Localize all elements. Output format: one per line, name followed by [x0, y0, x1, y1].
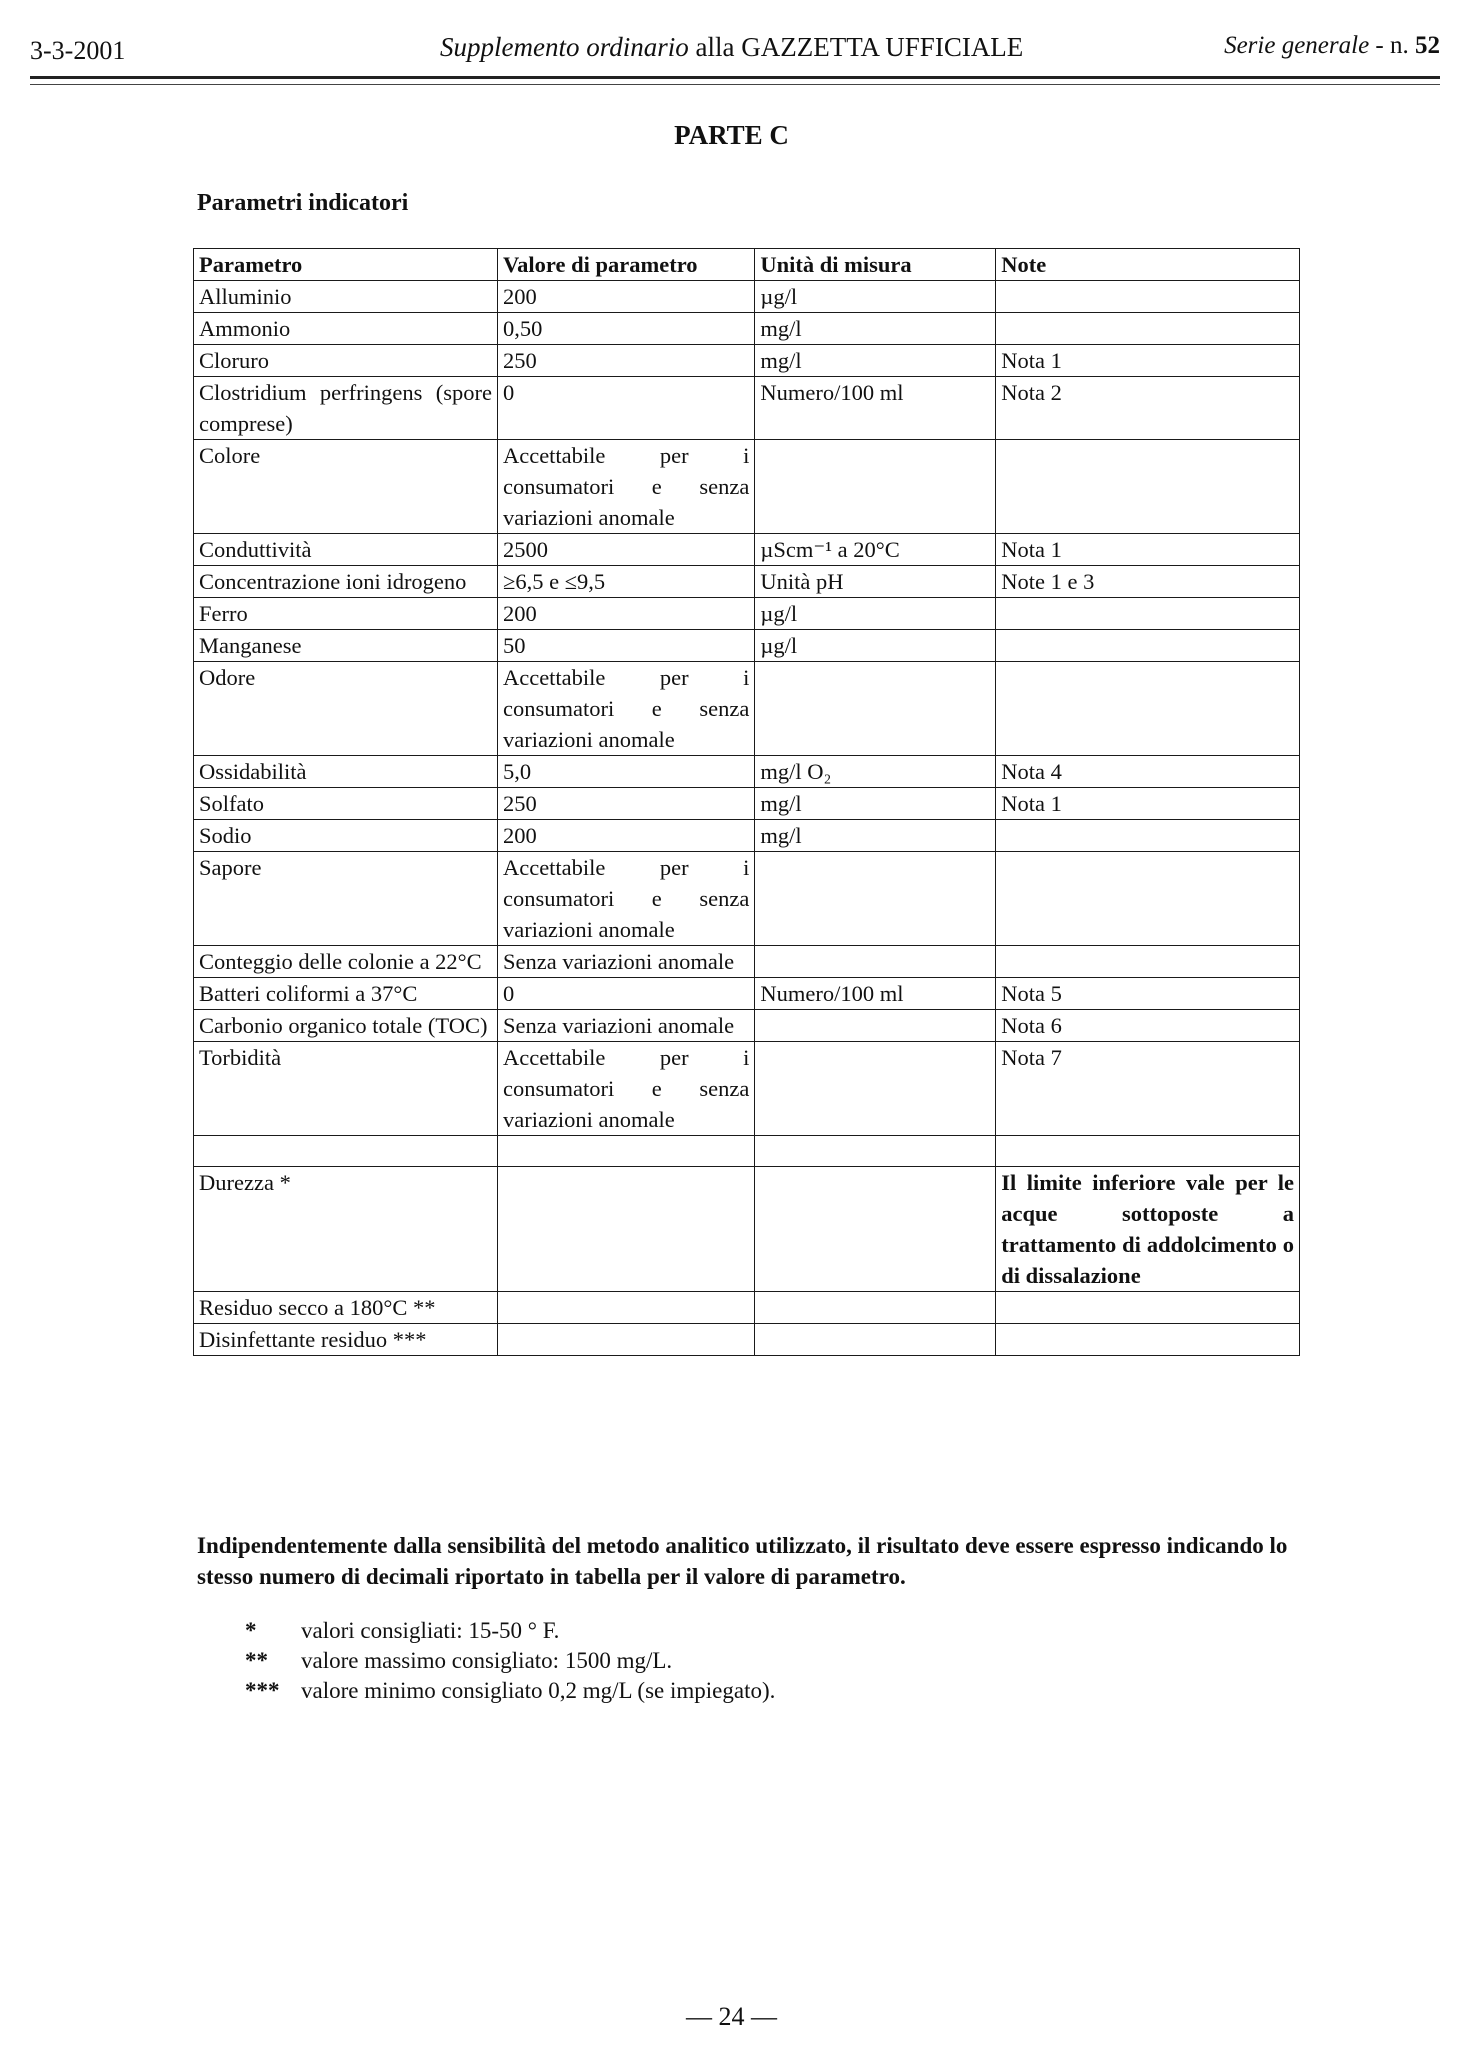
table-cell-valore: ≥6,5 e ≤9,5 — [497, 566, 754, 598]
table-cell-note — [996, 1324, 1300, 1356]
table-cell-unita — [755, 1010, 996, 1042]
header-title-italic: Supplemento ordinario — [440, 32, 689, 62]
table-cell-unita — [755, 1167, 996, 1292]
table-row — [194, 377, 1300, 440]
table-row — [194, 852, 1300, 946]
table-row — [194, 598, 1300, 630]
table-cell-valore — [497, 1136, 754, 1167]
table-row — [194, 946, 1300, 978]
table-cell-valore: 5,0 — [497, 756, 754, 788]
page-header — [30, 30, 1440, 70]
table-row — [194, 281, 1300, 313]
table-cell-note: Nota 7 — [996, 1042, 1300, 1136]
table-header-row — [194, 249, 1300, 281]
table-cell-note — [996, 630, 1300, 662]
table-row — [194, 1042, 1300, 1136]
table-cell-parametro: Conteggio delle colonie a 22°C — [194, 946, 498, 978]
header-series-italic: Serie generale — [1224, 32, 1370, 59]
table-cell-unita — [755, 1136, 996, 1167]
table-row — [194, 820, 1300, 852]
table-cell-valore: 200 — [497, 820, 754, 852]
header-cell-unita: Unità di misura — [755, 249, 996, 281]
footnote-text: valori consigliati: 15-50 ° F. — [301, 1618, 560, 1643]
table-cell-valore: 200 — [497, 598, 754, 630]
table-cell-note — [996, 820, 1300, 852]
table-row — [194, 756, 1300, 788]
table-cell-unita: µg/l — [755, 598, 996, 630]
table-row — [194, 1292, 1300, 1324]
table-body — [194, 281, 1300, 1356]
table-cell-parametro: Sapore — [194, 852, 498, 946]
table-cell-parametro: Solfato — [194, 788, 498, 820]
table-cell-note: Nota 1 — [996, 345, 1300, 377]
table-cell-parametro: Ossidabilità — [194, 756, 498, 788]
table-cell-parametro: Carbonio organico totale (TOC) — [194, 1010, 498, 1042]
table-cell-unita — [755, 946, 996, 978]
header-series-number: 52 — [1415, 32, 1440, 59]
section-title: PARTE C — [674, 120, 789, 150]
table-cell-unita: µg/l — [755, 630, 996, 662]
header-date: 3-3-2001 — [30, 36, 126, 65]
table-cell-note: Nota 1 — [996, 788, 1300, 820]
table-cell-parametro: Clostridium perfringens (spore comprese) — [194, 377, 498, 440]
table-cell-parametro: Manganese — [194, 630, 498, 662]
table-cell-valore: 200 — [497, 281, 754, 313]
table-cell-parametro: Odore — [194, 662, 498, 756]
table-cell-valore: Senza variazioni anomale — [497, 946, 754, 978]
table-cell-parametro: Durezza * — [194, 1167, 498, 1292]
footnote-mark: * — [245, 1618, 257, 1643]
table-cell-parametro: Residuo secco a 180°C ** — [194, 1292, 498, 1324]
table-cell-parametro: Concentrazione ioni idrogeno — [194, 566, 498, 598]
decimal-note-paragraph: Indipendentemente dalla sensibilità del metodo analitico utilizzato, il risultato deve essere espresso indicando lo stesso numero di decimali riportato in tabella per il valore di parametro. — [197, 1533, 1288, 1589]
table-cell-parametro: Conduttività — [194, 534, 498, 566]
table-cell-note — [996, 440, 1300, 534]
table-cell-valore: 50 — [497, 630, 754, 662]
table-row — [194, 440, 1300, 534]
footnote — [245, 1646, 775, 1676]
table-subtitle: Parametri indicatori — [197, 190, 409, 216]
table-cell-unita: Numero/100 ml — [755, 377, 996, 440]
table-cell-parametro: Colore — [194, 440, 498, 534]
table-cell-parametro: Ammonio — [194, 313, 498, 345]
table-cell-parametro — [194, 1136, 498, 1167]
table-cell-note — [996, 946, 1300, 978]
table-cell-valore: Accettabile per i consumatori e senza variazioni anomale — [497, 662, 754, 756]
table-row — [194, 1136, 1300, 1167]
table-cell-note — [996, 1136, 1300, 1167]
table-cell-valore: 0 — [497, 978, 754, 1010]
footnote — [245, 1616, 775, 1646]
table-cell-note — [996, 598, 1300, 630]
header-title-mid: alla — [688, 32, 742, 62]
table-cell-valore — [497, 1324, 754, 1356]
table-cell-note — [996, 313, 1300, 345]
table-cell-valore: 250 — [497, 345, 754, 377]
table-row — [194, 1010, 1300, 1042]
footnote-text: valore massimo consigliato: 1500 mg/L. — [301, 1648, 673, 1673]
table-cell-unita: mg/l — [755, 345, 996, 377]
table-cell-parametro: Alluminio — [194, 281, 498, 313]
table-cell-note — [996, 852, 1300, 946]
table-row — [194, 1167, 1300, 1292]
table-cell-unita: µg/l — [755, 281, 996, 313]
table-row — [194, 630, 1300, 662]
table-cell-unita: mg/l O₂ — [755, 756, 996, 788]
table-cell-note — [996, 662, 1300, 756]
header-cell-valore: Valore di parametro — [497, 249, 754, 281]
table-cell-unita — [755, 1292, 996, 1324]
header-series-mid: - n. — [1369, 32, 1415, 59]
table-cell-unita: Unità pH — [755, 566, 996, 598]
footnote-mark: ** — [245, 1648, 268, 1673]
table-cell-unita: mg/l — [755, 820, 996, 852]
header-cell-parametro: Parametro — [194, 249, 498, 281]
table-cell-unita: mg/l — [755, 788, 996, 820]
table-cell-unita — [755, 852, 996, 946]
table-cell-note: Il limite inferiore vale per le acque sottoposte a trattamento di addolcimento o di dissalazione — [996, 1167, 1300, 1292]
table-cell-valore: 250 — [497, 788, 754, 820]
table-cell-unita: mg/l — [755, 313, 996, 345]
table-row — [194, 1324, 1300, 1356]
table-cell-valore — [497, 1292, 754, 1324]
footnote-text: valore minimo consigliato 0,2 mg/L (se impiegato). — [301, 1678, 776, 1703]
table-row — [194, 313, 1300, 345]
table-row — [194, 662, 1300, 756]
table-row — [194, 534, 1300, 566]
table-cell-note: Nota 4 — [996, 756, 1300, 788]
page-number: — 24 — — [686, 2002, 777, 2031]
table-cell-valore: 2500 — [497, 534, 754, 566]
table-cell-parametro: Ferro — [194, 598, 498, 630]
table-cell-parametro: Sodio — [194, 820, 498, 852]
table-cell-note: Nota 2 — [996, 377, 1300, 440]
table-row — [194, 788, 1300, 820]
table-cell-valore: Accettabile per i consumatori e senza variazioni anomale — [497, 852, 754, 946]
table-cell-unita — [755, 440, 996, 534]
footnote — [245, 1676, 775, 1706]
table-cell-parametro: Cloruro — [194, 345, 498, 377]
table-cell-unita — [755, 1042, 996, 1136]
header-series — [1224, 32, 1440, 60]
table-cell-note: Nota 5 — [996, 978, 1300, 1010]
parameters-table — [193, 248, 1300, 1356]
table-row — [194, 345, 1300, 377]
table-cell-unita: Numero/100 ml — [755, 978, 996, 1010]
table-cell-valore: 0 — [497, 377, 754, 440]
table-cell-unita — [755, 1324, 996, 1356]
table-cell-valore: Senza variazioni anomale — [497, 1010, 754, 1042]
header-title — [440, 32, 1023, 63]
footnote-mark: *** — [245, 1678, 280, 1703]
table-cell-note: Nota 6 — [996, 1010, 1300, 1042]
table-cell-valore: Accettabile per i consumatori e senza variazioni anomale — [497, 1042, 754, 1136]
table-cell-unita: µScm⁻¹ a 20°C — [755, 534, 996, 566]
header-rule-thin — [30, 84, 1440, 85]
table-cell-valore: Accettabile per i consumatori e senza variazioni anomale — [497, 440, 754, 534]
table-cell-unita — [755, 662, 996, 756]
table-cell-valore — [497, 1167, 754, 1292]
table-cell-parametro: Batteri coliformi a 37°C — [194, 978, 498, 1010]
table-cell-note — [996, 1292, 1300, 1324]
header-cell-note: Note — [996, 249, 1300, 281]
header-rule-thick — [30, 76, 1440, 79]
table-row — [194, 566, 1300, 598]
table-cell-parametro: Disinfettante residuo *** — [194, 1324, 498, 1356]
table-cell-valore: 0,50 — [497, 313, 754, 345]
table-cell-note: Note 1 e 3 — [996, 566, 1300, 598]
footnotes — [245, 1616, 775, 1706]
table-cell-note — [996, 281, 1300, 313]
header-title-main: GAZZETTA UFFICIALE — [741, 32, 1024, 62]
table-cell-note: Nota 1 — [996, 534, 1300, 566]
table-row — [194, 978, 1300, 1010]
table-cell-parametro: Torbidità — [194, 1042, 498, 1136]
